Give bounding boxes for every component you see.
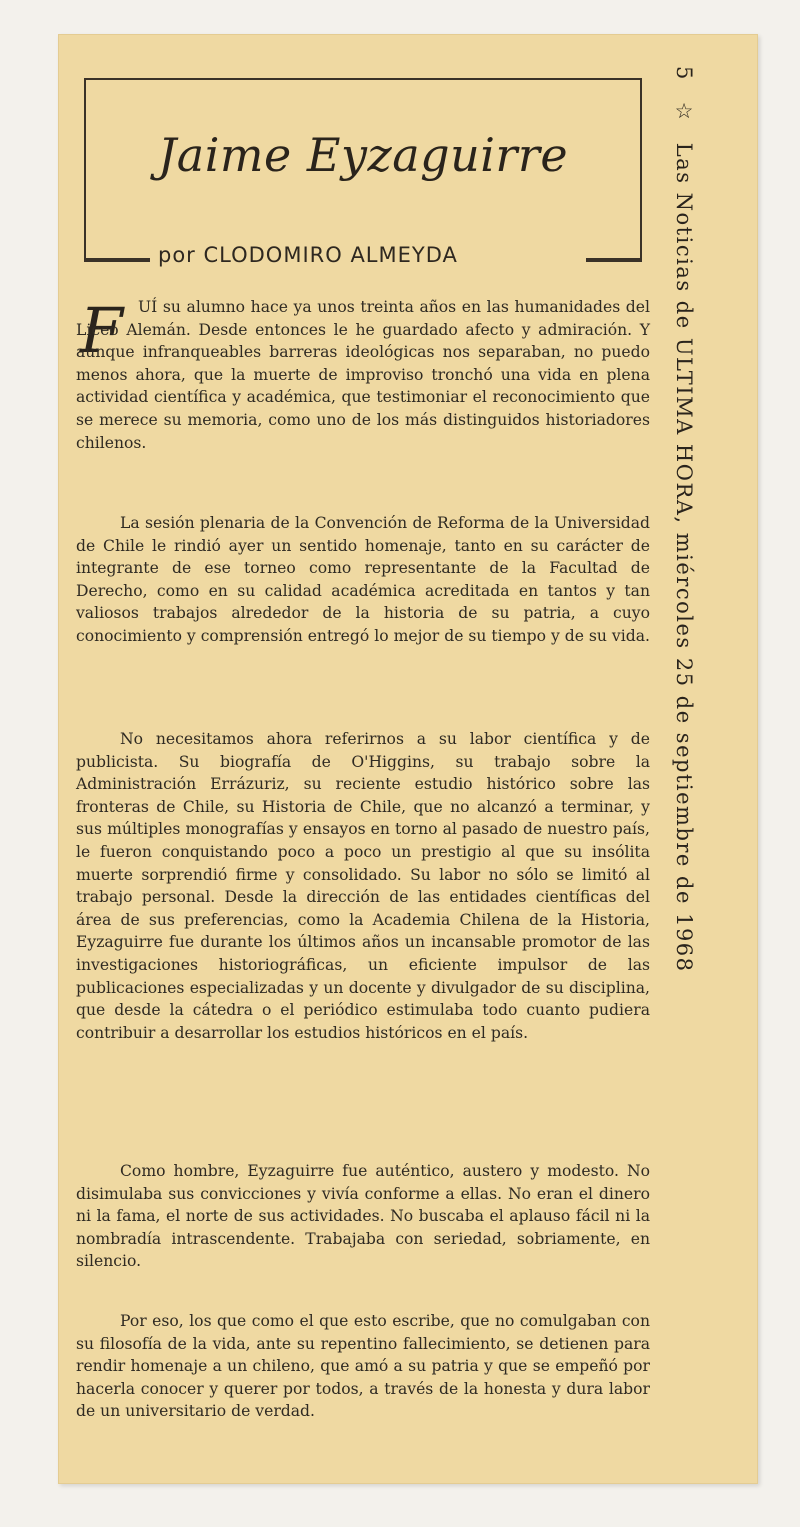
- paragraph-2-text: La sesión plenaria de la Convención de Reforma de la Universidad de Chile le rindió ayer un sentido homenaje, tanto en su carácter de integrante de ese torneo como representante de la Facultad de Derecho, como en su calidad académica acreditada en tantos y tan valiosos trabajos alrededor de la historia de su patria, a cuyo conocimiento y comprensión entregó lo mejor de su tiempo y de su vida.: [76, 514, 650, 645]
- paragraph-5: [76, 1310, 650, 1423]
- byline-rule-left: [84, 258, 150, 260]
- source-citation: Las Noticias de ULTIMA HORA, miércoles 25 de septiembre de 1968: [672, 142, 696, 973]
- paragraph-1: [76, 296, 650, 454]
- paragraph-3-text: No necesitamos ahora referirnos a su labor científica y de publicista. Su biografía de O'Higgins, su trabajo sobre la Administración Errázuriz, su reciente estudio histórico sobre las fronteras de Chile, su Historia de Chile, que no alcanzó a terminar, y sus múltiples monografías y ensayos en torno al pasado de nuestro país, le fueron conquistando poco a poco un prestigio al que su insólita muerte sorprendió firme y consolidado. Su labor no sólo se limitó al trabajo personal. Desde la dirección de las entidades científicas del área de sus preferencias, como la Academia Chilena de la Historia, Eyzaguirre fue durante los últimos años un incansable promotor de las investigaciones historiográficas, un eficiente impulsor de las publicaciones especializadas y un docente y divulgador de su disciplina, que desde la cátedra o el periódico estimulaba todo cuanto pudiera contribuir a desarrollar los estudios históricos en el país.: [76, 730, 650, 1042]
- paragraph-3: [76, 728, 650, 1044]
- drop-cap: F: [80, 294, 124, 367]
- article-byline: por CLODOMIRO ALMEYDA: [150, 243, 586, 267]
- article-title: Jaime Eyzaguirre: [157, 128, 569, 182]
- paragraph-4: [76, 1160, 650, 1273]
- paragraph-4-text: Como hombre, Eyzaguirre fue auténtico, austero y modesto. No disimulaba sus convicciones y vivía conforme a ellas. No eran el dinero ni la fama, el norte de sus actividades. No buscaba el aplauso fácil ni la nombradía intrascendente. Trabajaba con seriedad, sobriamente, en silencio.: [76, 1162, 650, 1271]
- page-number: 5: [672, 66, 696, 81]
- star-icon: ☆: [672, 99, 696, 125]
- paragraph-2: [76, 512, 650, 648]
- paragraph-5-text: Por eso, los que como el que esto escribe, que no comulgaban con su filosofía de la vida, ante su repentino fallecimiento, se detienen para rendir homenaje a un chileno, que amó a su patria y que se empeñó por hacerla conocer y querer por todos, a través de la honesta y dura labor de un universitario de verdad.: [76, 1312, 650, 1421]
- margin-source-note: [672, 66, 702, 1226]
- paragraph-1-text: UÍ su alumno hace ya unos treinta años en las humanidades del Liceo Alemán. Desde entonces le he guardado afecto y admiración. Y aunque infranqueables barreras ideológicas nos separaban, no puedo menos ahora, que la muerte de improviso tronchó una vida en plena actividad científica y académica, que testimoniar el reconocimiento que se merece su memoria, como uno de los más distinguidos historiadores chilenos.: [76, 298, 650, 452]
